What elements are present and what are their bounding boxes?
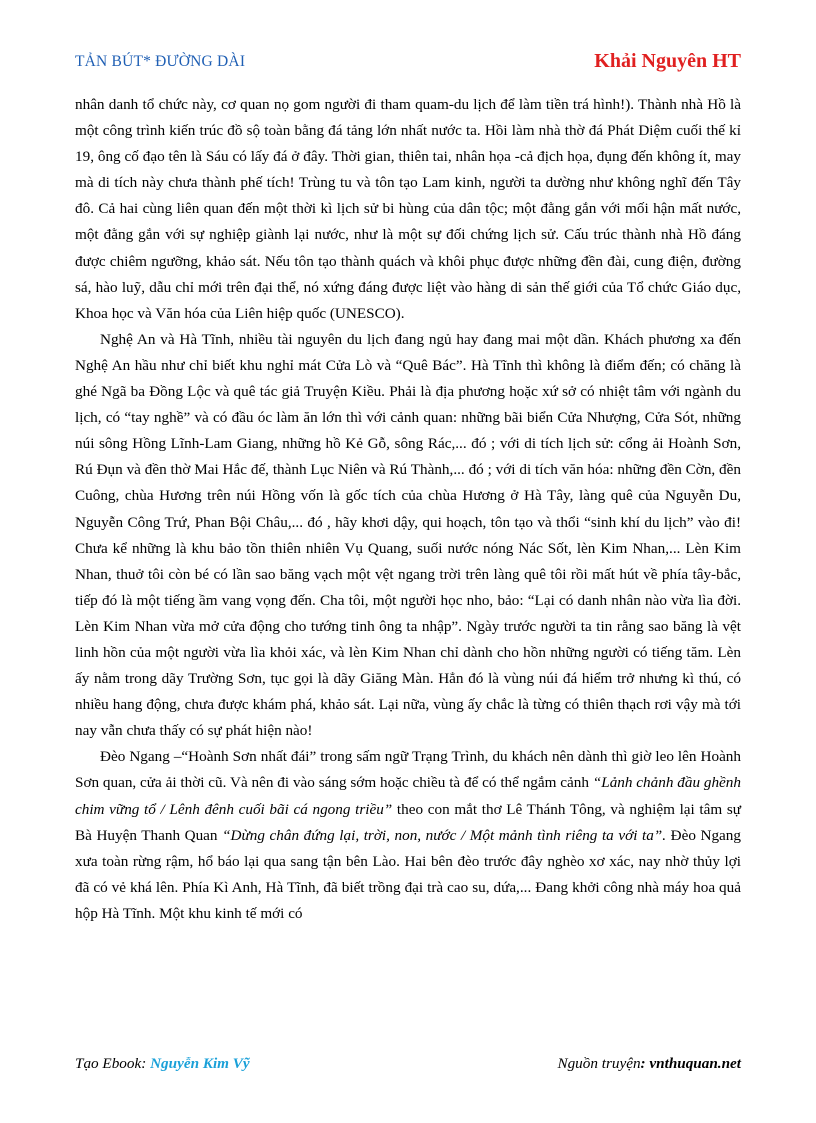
- page-body: [75, 92, 741, 927]
- footer-source-site: vnthuquan.net: [649, 1055, 741, 1072]
- header-author: Khải Nguyên HT: [594, 50, 741, 72]
- footer-source-sep: :: [640, 1055, 650, 1072]
- paragraph-3: [75, 744, 741, 927]
- footer-source-credit: [557, 1055, 741, 1073]
- footer-ebook-credit: [75, 1055, 250, 1073]
- footer-ebook-label: Tạo Ebook: [75, 1055, 142, 1072]
- footer-source-label: Nguồn truyện: [557, 1055, 641, 1072]
- paragraph-3-text-c: Đèo Ngang xưa toàn rừng rậm, hổ báo lại qua sang tận bên Lào. Hai bên đèo trước đây nghèo xơ xác, nay nhờ thủy lợi đã có vẻ khá lên. Phía Kì Anh, Hà Tĩnh, đã biết trồng đại trà cao su, dứa,... Đang khởi công nhà máy hoa quả hộp Hà Tĩnh. Một khu kinh tế mới có: [75, 826, 741, 922]
- footer-ebook-sep: :: [141, 1055, 151, 1072]
- page-header: [75, 50, 741, 76]
- page-footer: [75, 1055, 741, 1077]
- paragraph-3-text-b: theo con mắt thơ Lê Thánh Tông, và nghiệm lại tâm sự Bà Huyện Thanh Quan: [75, 800, 741, 844]
- paragraph-3-quote-2: “Dừng chân đứng lại, trời, non, nước / Một mảnh tình riêng ta với ta”.: [222, 826, 667, 844]
- paragraph-3-text-a: Đèo Ngang –“Hoành Sơn nhất đái” trong sấm ngữ Trạng Trình, du khách nên dành thì giờ leo lên Hoành Sơn quan, cửa ải thời cũ. Và nên đi vào sáng sớm hoặc chiều tà để có thể ngắm cảnh: [75, 748, 741, 792]
- paragraph-1: nhân danh tổ chức này, cơ quan nọ gom người đi tham quam-du lịch để làm tiền trá hình!). Thành nhà Hồ là một công trình kiến trúc đồ sộ toàn bằng đá tảng lớn nhất nước ta. Hồi làm nhà thờ đá Phát Diệm cuối thế kỉ 19, ông cố đạo tên là Sáu có lấy đá ở đây. Thời gian, thiên tai, nhân họa -cả địch họa, đụng đến không ít, may mà di tích này chưa thành phế tích! Trùng tu và tôn tạo Lam kinh, người ta dường như không nghĩ đến Tây đô. Cả hai cùng liên quan đến một thời kì lịch sử bi hùng của dân tộc; một đằng gắn với mối hận mất nước, một đằng gắn với sự nghiệp giành lại nước, như là một sự đối chứng lịch sử. Cấu trúc thành nhà Hồ đáng được chiêm ngưỡng, khảo sát. Nếu tôn tạo thành quách và khôi phục được những đền đài, cung điện, đường sá, hào luỹ, dẫu chỉ mới trên đại thể, nó xứng đáng được liệt vào hàng di sản thế giới của Tổ chức Giáo dục, Khoa học và Văn hóa của Liên hiệp quốc (UNESCO).: [75, 96, 741, 322]
- header-book-title: TẢN BÚT* ĐƯỜNG DÀI: [75, 53, 246, 70]
- paragraph-2: Nghệ An và Hà Tĩnh, nhiều tài nguyên du lịch đang ngủ hay đang mai một dần. Khách phương xa đến Nghệ An hầu như chỉ biết khu nghỉ mát Cửa Lò và “Quê Bác”. Hà Tĩnh thì không là điểm đến; có chăng là ghé Ngã ba Đồng Lộc và quê tác giả Truyện Kiều. Phải là địa phương hoặc xứ sở có nhiệt tâm với ngành du lịch, có “tay nghề” và có đầu óc làm ăn lớn thì với cảnh quan: những bãi biển Cửa Nhượng, Cửa Sót, những núi sông Hồng Lĩnh-Lam Giang, những hồ Kẻ Gỗ, sông Rác,... đó ; với di tích lịch sử: cổng ải Hoành Sơn, Rú Đụn và đền thờ Mai Hắc đế, thành Lục Niên và Rú Thành,... đó ; với di tích văn hóa: những đền Cờn, đền Cuông, chùa Hương trên núi Hồng vốn là gốc tích của chùa Hương ở Hà Tây, làng quê của Nguyễn Du, Nguyễn Công Trứ, Phan Bội Châu,... đó , hãy khơi dậy, qui hoạch, tôn tạo và thổi “sinh khí du lịch” vào đi! Chưa kể những là khu bảo tồn thiên nhiên Vụ Quang, suối nước nóng Nác Sốt, lèn Kim Nhan,... Lèn Kim Nhan, thuở tôi còn bé có lần sao băng vạch một vệt ngang trời trên làng quê tôi rồi mất hút về phía tây-bắc, tiếp đó là một tiếng ầm vang vọng đến. Cha tôi, một người học nho, bảo: “Lại có danh nhân nào vừa lìa đời. Lèn Kim Nhan vừa mở cửa động cho tướng tinh ông ta nhập”. Ngày trước người ta tin rằng sao băng là vệt linh hồn của một người vừa lìa khỏi xác, và lèn Kim Nhan chỉ dành cho hồn những người có tiếng tăm. Lèn ấy nằm trong dãy Trường Sơn, tục gọi là dãy Giăng Màn. Hẳn đó là vùng núi đá hiểm trở nhưng kì thú, có nhiều hang động, chưa được khám phá, khảo sát. Lại nữa, vùng ấy chắc là từng có thiên thạch rơi vậy mà tới nay vẫn chưa thấy có sự phát hiện nào!: [75, 330, 741, 740]
- paragraph-3-quote-1: “Lảnh chảnh đầu ghềnh chim vững tổ / Lênh đênh cuối bãi cá ngong triều”: [75, 774, 741, 818]
- footer-ebook-name: Nguyễn Kim Vỹ: [150, 1055, 250, 1072]
